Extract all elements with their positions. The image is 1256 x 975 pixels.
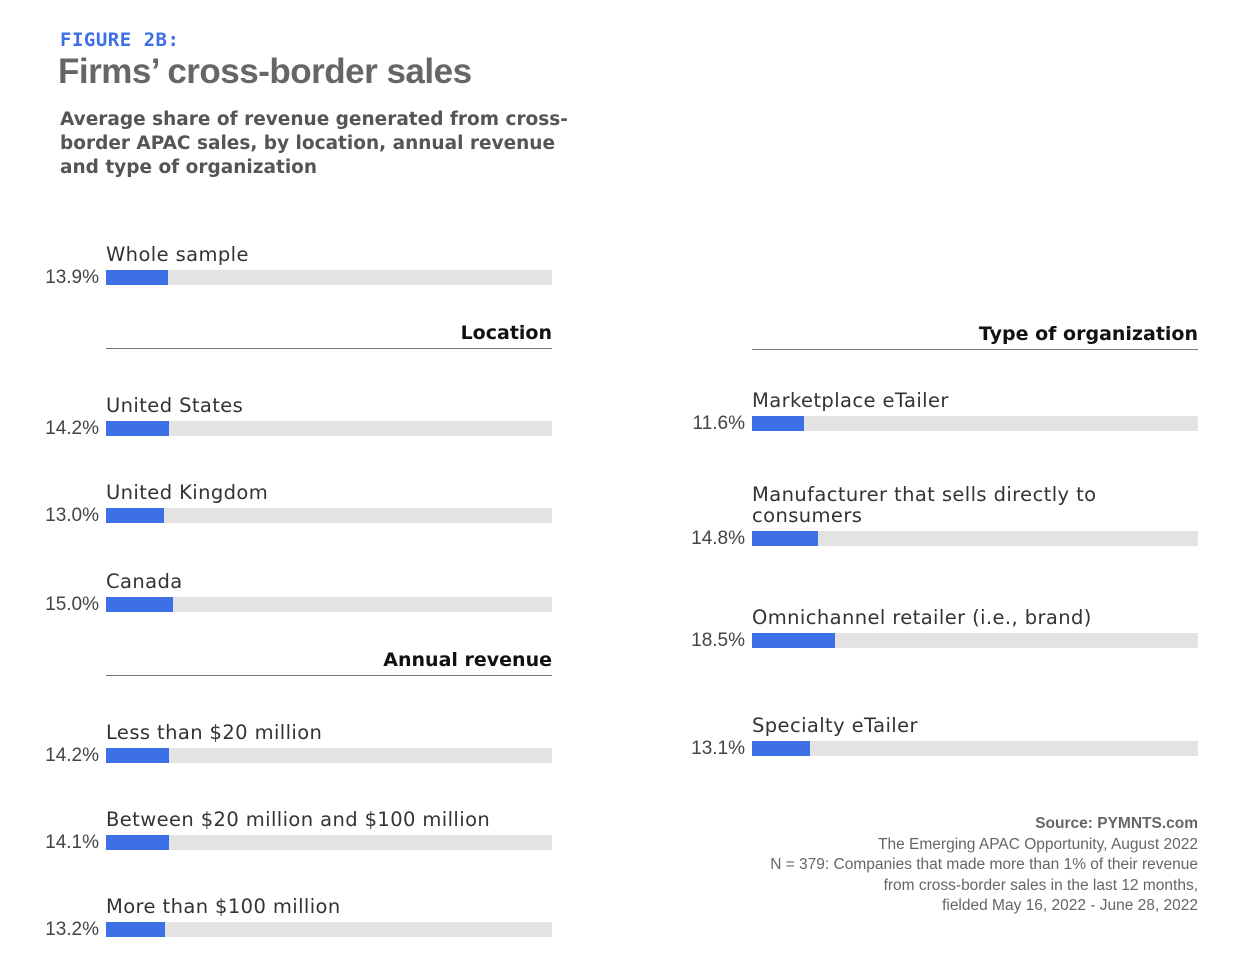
source-line: N = 379: Companies that made more than 1% of their revenue: [770, 856, 1198, 873]
bar-value-label: 13.1%: [691, 738, 745, 759]
bar-track: [752, 741, 1198, 756]
bar-category-label: United States: [106, 394, 244, 417]
bar-category-label: More than $100 million: [106, 895, 341, 918]
figure-label: FIGURE 2B:: [60, 29, 180, 51]
bar-value-label: 13.0%: [45, 505, 99, 526]
bar: [106, 270, 168, 285]
bar-track: [106, 270, 552, 285]
bar-category-label: Between $20 million and $100 million: [106, 808, 491, 831]
bar-value-label: 14.1%: [45, 832, 99, 853]
group-divider: [106, 675, 552, 676]
bar-category-label: Whole sample: [106, 243, 249, 266]
group-divider: [106, 348, 552, 349]
bar-track: [106, 421, 552, 436]
chart-subtitle: Average share of revenue generated from cross-border APAC sales, by location, annual revenue and type of organization: [60, 109, 568, 178]
bar: [106, 421, 169, 436]
group-divider: [752, 349, 1198, 350]
bar: [106, 508, 164, 523]
bar-track: [106, 748, 552, 763]
chart-title: Firms’ cross-border sales: [58, 52, 472, 91]
bar-value-label: 13.2%: [45, 919, 99, 940]
group-heading: Location: [460, 322, 552, 344]
bar-value-label: 18.5%: [691, 630, 745, 651]
bar: [752, 531, 818, 546]
source-line: from cross-border sales in the last 12 months,: [883, 876, 1198, 894]
bar: [752, 416, 804, 431]
bar-category-label: Less than $20 million: [106, 721, 323, 744]
bar-track: [106, 835, 552, 850]
bar-track: [752, 633, 1198, 648]
source-note: [770, 814, 1198, 917]
bar-category-label: Specialty eTailer: [752, 714, 918, 737]
bar-track: [106, 597, 552, 612]
bar-value-label: 11.6%: [692, 413, 745, 434]
bar-track: [106, 508, 552, 523]
bar-value-label: 15.0%: [45, 594, 99, 615]
bar-value-label: 14.8%: [691, 528, 745, 549]
source-heading: Source: PYMNTS.com: [1035, 815, 1198, 832]
bar: [106, 748, 169, 763]
bar: [106, 597, 173, 612]
bar: [106, 835, 169, 850]
bar-track: [752, 416, 1198, 431]
bar: [106, 922, 165, 937]
bar-category-label: Manufacturer that sells directly to consumers: [752, 483, 1097, 527]
bar: [752, 633, 835, 648]
bar: [752, 741, 810, 756]
bar-value-label: 13.9%: [45, 267, 99, 288]
source-line: The Emerging APAC Opportunity, August 2022: [878, 835, 1198, 853]
group-heading: Annual revenue: [383, 649, 552, 671]
bar-category-label: United Kingdom: [106, 481, 269, 504]
bar-category-label: Omnichannel retailer (i.e., brand): [752, 606, 1092, 629]
bar-value-label: 14.2%: [45, 418, 99, 439]
bar-category-label: Marketplace eTailer: [752, 389, 949, 412]
bar-track: [752, 531, 1198, 546]
bar-value-label: 14.2%: [45, 745, 99, 766]
bar-track: [106, 922, 552, 937]
group-heading: Type of organization: [978, 323, 1198, 345]
source-line: fielded May 16, 2022 - June 28, 2022: [942, 897, 1198, 914]
bar-category-label: Canada: [106, 570, 183, 593]
